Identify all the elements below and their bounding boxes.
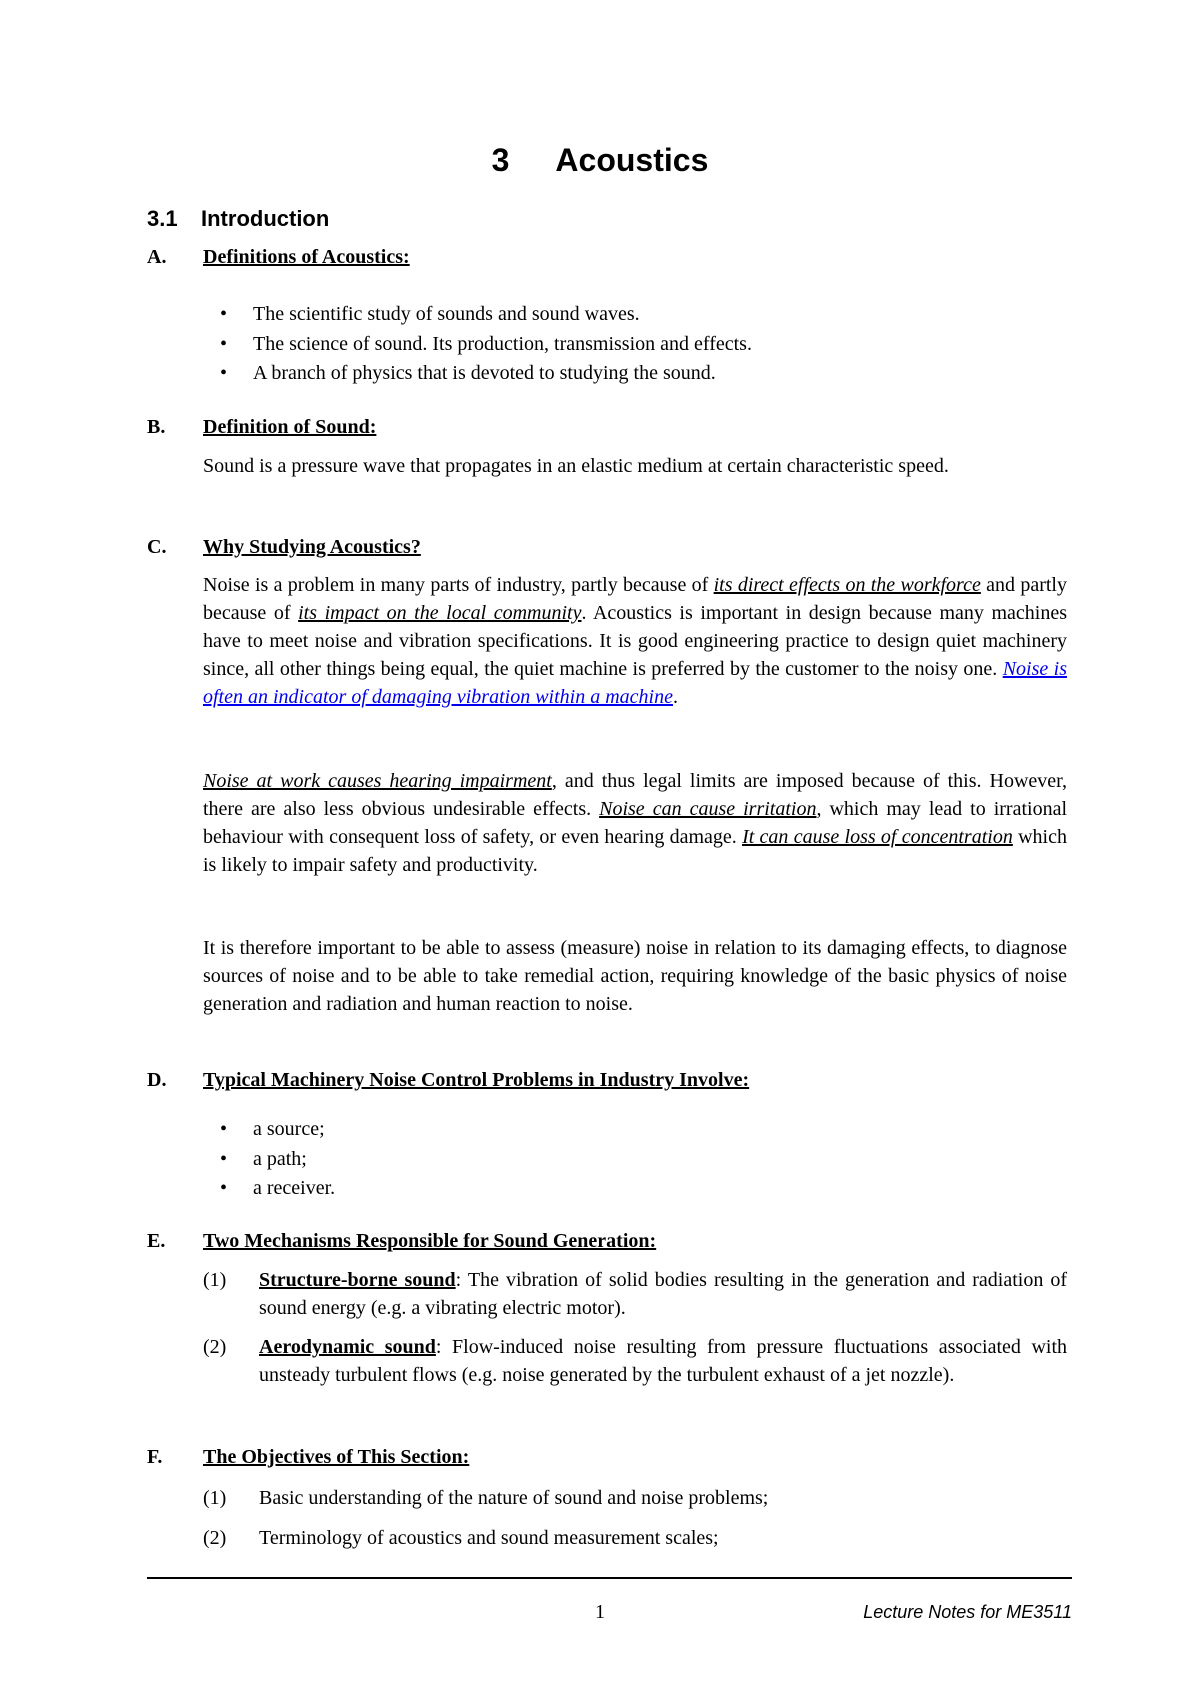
heading-text: Why Studying Acoustics? [203, 536, 421, 558]
heading-text: Two Mechanisms Responsible for Sound Generation: [203, 1230, 657, 1252]
definitions-list [203, 300, 752, 389]
heading-letter: F. [147, 1446, 163, 1468]
chapter-title [0, 142, 1200, 179]
chapter-title-text: Acoustics [555, 142, 709, 178]
list-item: • The scientific study of sounds and sound waves. [203, 300, 752, 330]
list-item: • a source; [203, 1115, 335, 1145]
page-number: 1 [595, 1601, 605, 1623]
heading-letter: B. [147, 416, 166, 438]
item-number: (2) [203, 1336, 227, 1358]
numbered-item: (1) Basic understanding of the nature of sound and noise problems; [203, 1484, 1067, 1512]
section-heading [147, 206, 329, 232]
list-item: • The science of sound. Its production, transmission and effects. [203, 330, 752, 360]
paragraph-assessment: It is therefore important to be able to assess (measure) noise in relation to its damaging effects, to diagnose sources of noise and to be able to take remedial action, requiring knowledge of the basic physics of noise generation and radiation and human reaction to noise. [203, 937, 1067, 1015]
item-number: (1) [203, 1487, 227, 1509]
paragraph-why-acoustics: Noise is a problem in many parts of industry, partly because of its direct effects on the workforce and partly because of its impact on the local community. Acoustics is important in design because many machines have to meet noise and vibration specifications. It is good engineering practice to design quiet machinery since, all other things being equal, the quiet machine is preferred by the customer to the noisy one. Noise is often an indicator of damaging vibration within a machine. [203, 574, 1068, 708]
heading-text: Definitions of Acoustics: [203, 246, 410, 268]
heading-text: The Objectives of This Section: [203, 1446, 470, 1468]
footer-divider [147, 1577, 1072, 1579]
bullet-icon: • [220, 303, 228, 325]
numbered-item: (1) Structure-borne sound: The vibration of solid bodies resulting in the generation and radiation of sound energy (e.g. a vibrating electric motor). [203, 1266, 1067, 1322]
item-number: (2) [203, 1527, 227, 1549]
emphasis: Noise can cause irritation [599, 798, 817, 820]
term: Structure-borne sound [259, 1269, 456, 1291]
bullet-icon: • [220, 1177, 228, 1199]
emphasis: Noise at work causes hearing impairment [203, 770, 552, 792]
section-number: 3.1 [147, 206, 178, 231]
paragraph-noise-effects: Noise at work causes hearing impairment, and thus legal limits are imposed because of this. However, there are also less obvious undesirable effects. Noise can cause irritation, which may lead to irrational behaviour with consequent loss of safety, or even hearing damage. It can cause loss of concentration which is likely to impair safety and productivity. [203, 770, 1068, 876]
footer-course-label: Lecture Notes for ME3511 [863, 1602, 1072, 1622]
bullet-icon: • [220, 1118, 228, 1140]
bullet-icon: • [220, 1147, 228, 1170]
list-item: • a path; [203, 1145, 335, 1175]
numbered-item: (2) Aerodynamic sound: Flow-induced noise resulting from pressure fluctuations associated with unsteady turbulent flows (e.g. noise generated by the turbulent exhaust of a jet nozzle). [203, 1333, 1067, 1389]
sound-definition-paragraph: Sound is a pressure wave that propagates in an elastic medium at certain characteristic speed. [203, 455, 949, 477]
heading-letter: E. [147, 1230, 166, 1252]
item-number: (1) [203, 1269, 227, 1291]
chapter-number: 3 [491, 142, 510, 178]
heading-letter: D. [147, 1069, 167, 1091]
heading-text: Definition of Sound: [203, 416, 377, 438]
heading-letter: A. [147, 246, 167, 268]
section-title: Introduction [201, 206, 330, 231]
list-item: • a receiver. [203, 1174, 335, 1204]
term: Aerodynamic sound [259, 1336, 436, 1358]
emphasis-blue: Noise is often an indicator of damaging vibration within a machine [203, 658, 1067, 708]
bullet-icon: • [220, 332, 228, 355]
bullet-icon: • [220, 362, 228, 384]
emphasis: its impact on the local community [298, 602, 582, 624]
problem-elements-list [203, 1115, 335, 1204]
numbered-item: (2) Terminology of acoustics and sound measurement scales; [203, 1524, 1067, 1552]
list-item: • A branch of physics that is devoted to studying the sound. [203, 359, 752, 389]
emphasis: It can cause loss of concentration [742, 826, 1013, 848]
heading-letter: C. [147, 536, 167, 558]
emphasis: its direct effects on the workforce [713, 574, 981, 596]
heading-text: Typical Machinery Noise Control Problems in Industry Involve: [203, 1069, 750, 1091]
